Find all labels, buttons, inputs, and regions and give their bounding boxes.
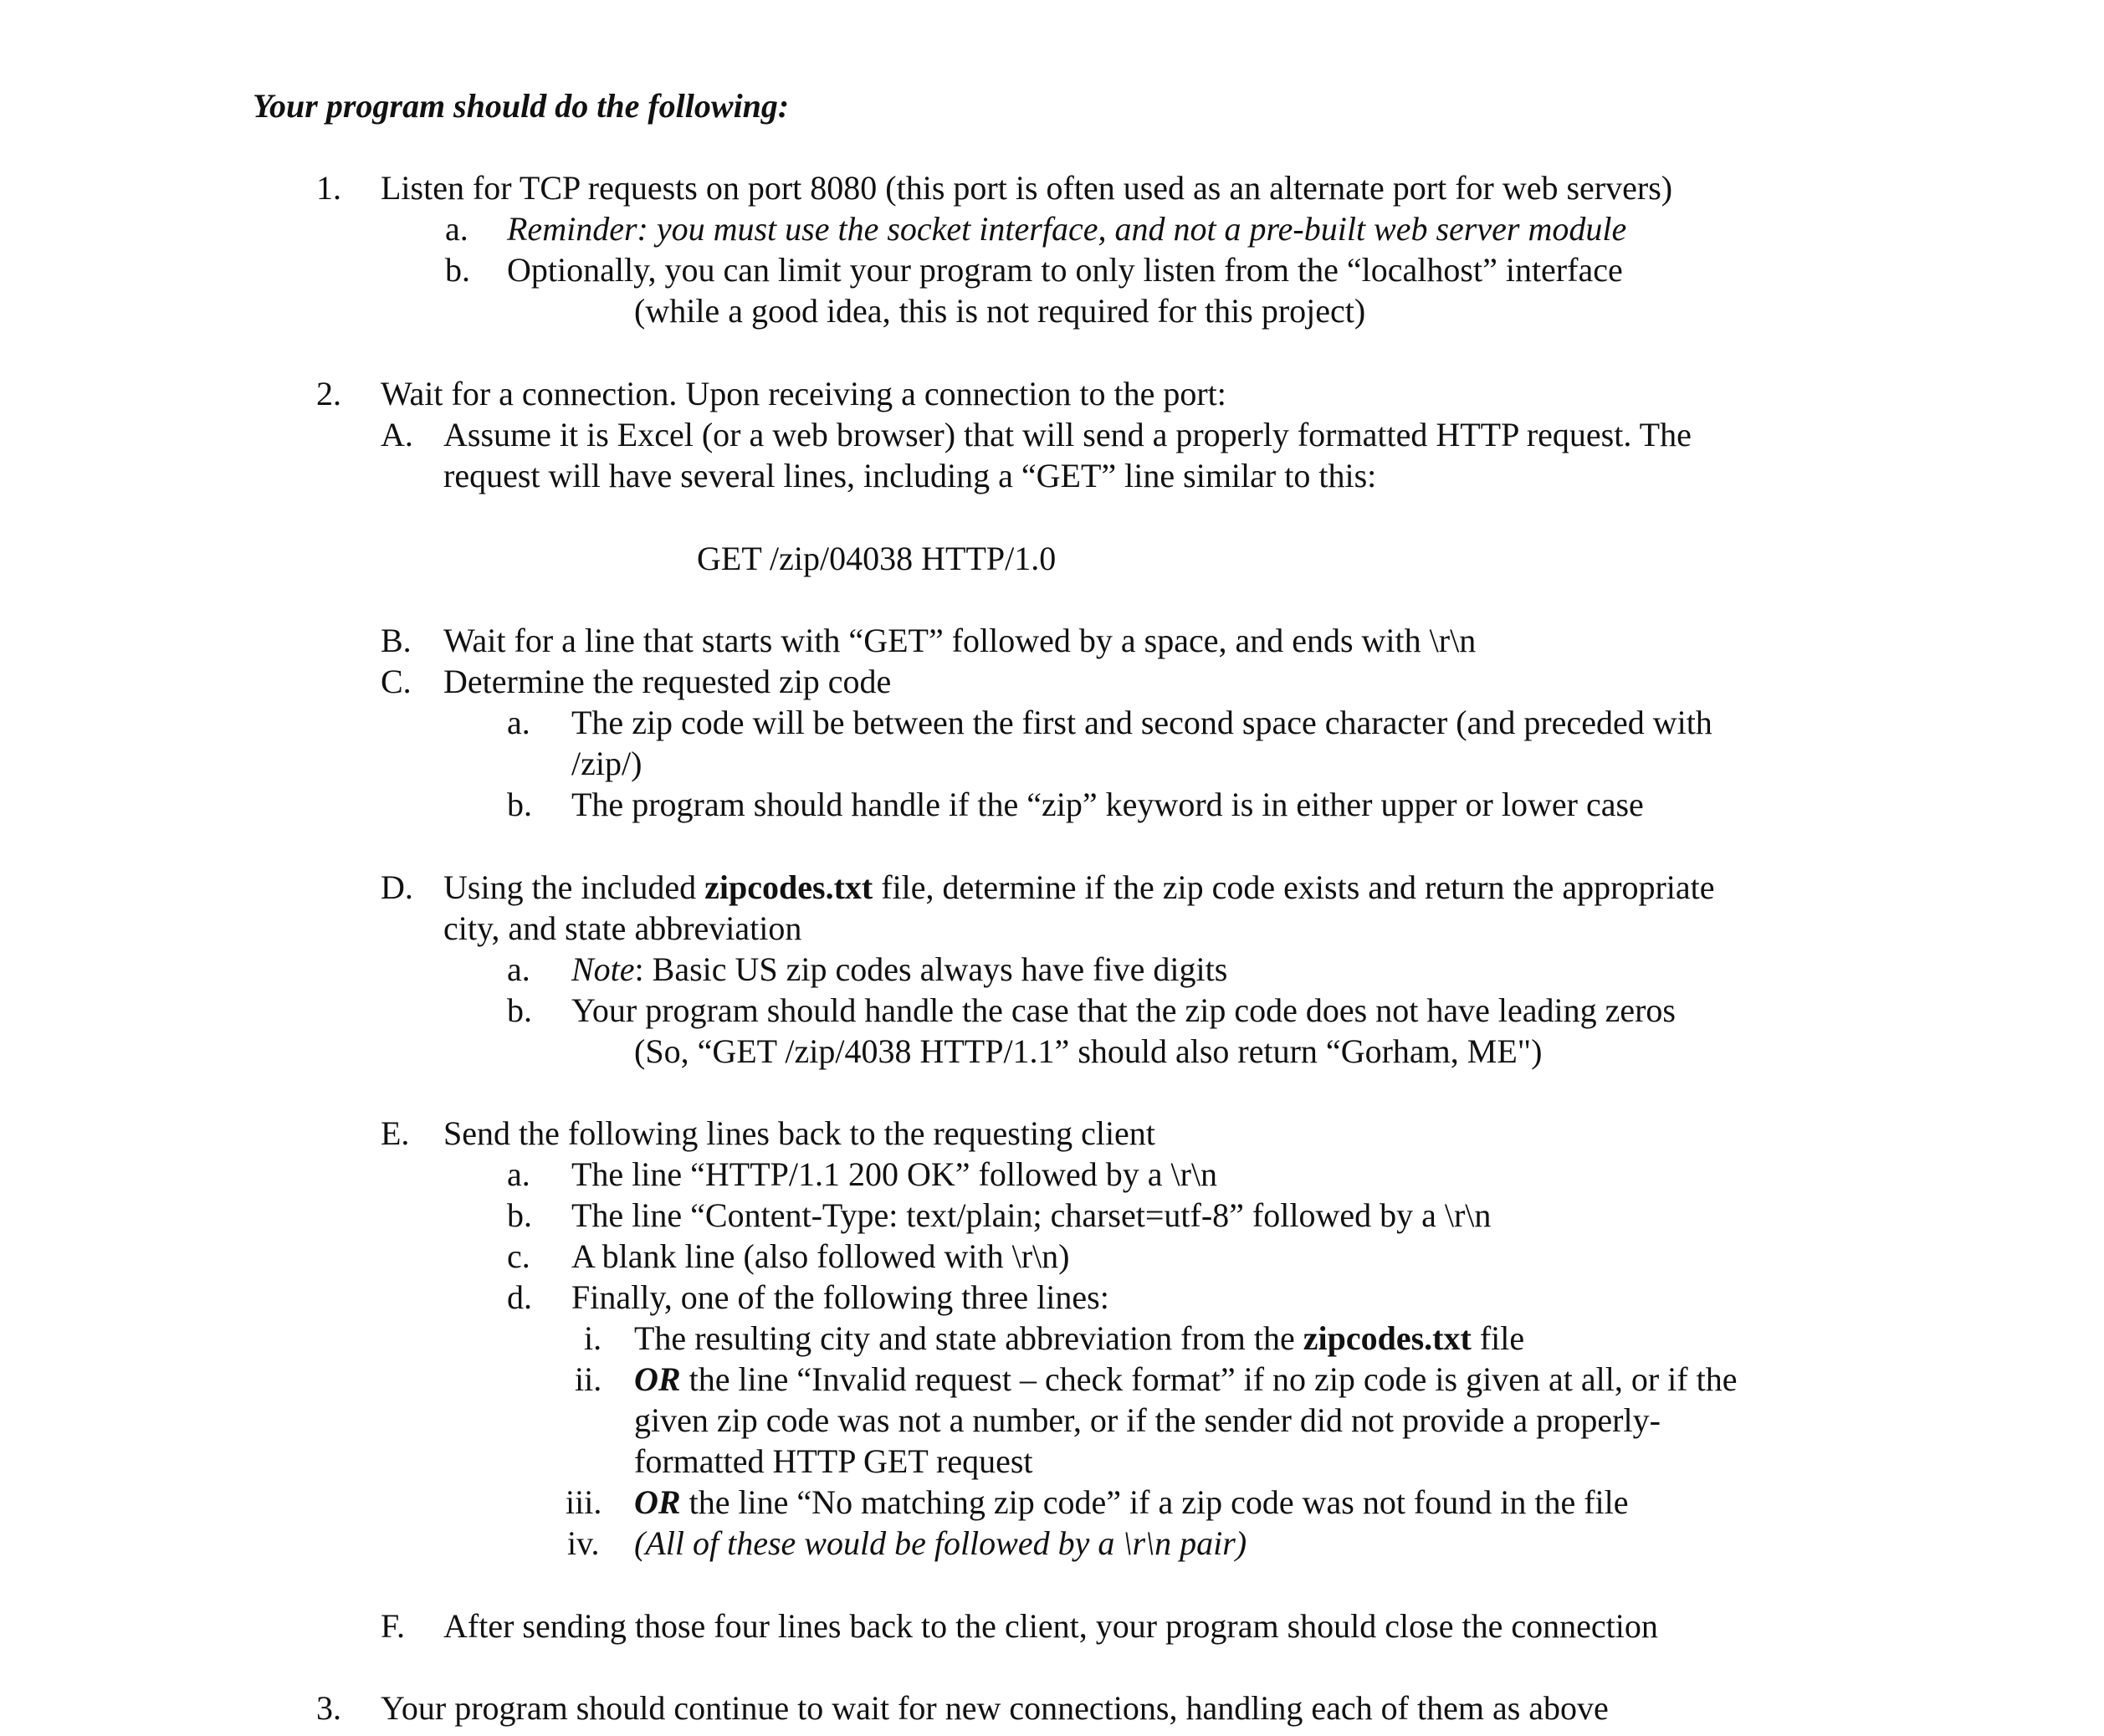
- item-2A-line1: Assume it is Excel (or a web browser) that will send a properly formatted HTTP request. The: [443, 416, 1692, 453]
- item-2Ca-line2: /zip/): [571, 745, 642, 782]
- item-2Edii-line1: [634, 1360, 1738, 1398]
- item-2Ca-line1: The zip code will be between the first and second space character (and preceded with: [571, 704, 1712, 741]
- item-2Ed-text: Finally, one of the following three lines:: [571, 1278, 1109, 1316]
- example-request-line: GET /zip/04038 HTTP/1.0: [697, 540, 1057, 577]
- section-heading: Your program should do the following:: [253, 87, 790, 125]
- item-2C-text: Determine the requested zip code: [443, 663, 892, 700]
- item-2D-label: D.: [381, 868, 413, 906]
- item-2Ediii-text: [634, 1483, 1629, 1521]
- item-2-number: 2.: [316, 375, 341, 412]
- item-2Db-label: b.: [507, 991, 532, 1029]
- item-2Ediv-label: iv.: [567, 1524, 600, 1562]
- item-2Edii-line1-text: the line “Invalid request – check format” if no zip code is given at all, or if the: [680, 1360, 1738, 1398]
- item-1-number: 1.: [316, 169, 341, 207]
- item-2Ea-text: The line “HTTP/1.1 200 OK” followed by a \r\n: [571, 1155, 1218, 1193]
- item-2Da-label: a.: [507, 950, 530, 988]
- or-keyword: OR: [634, 1360, 681, 1398]
- item-2D-post: file, determine if the zip code exists and return the appropriate: [873, 868, 1715, 906]
- item-2Ediii-label: iii.: [566, 1483, 602, 1521]
- item-2Ediv-text: (All of these would be followed by a \r\n pair): [634, 1524, 1247, 1562]
- item-2Edi-post: file: [1471, 1319, 1525, 1357]
- item-2A-label: A.: [381, 416, 413, 453]
- note-label: Note: [571, 950, 635, 988]
- item-2D-line1: [443, 868, 1715, 906]
- item-2B-label: B.: [381, 622, 412, 659]
- item-2A-line2: request will have several lines, including a “GET” line similar to this:: [443, 457, 1377, 494]
- item-1-text: Listen for TCP requests on port 8080 (this port is often used as an alternate port for web servers): [381, 169, 1673, 207]
- item-3-text: Your program should continue to wait for new connections, handling each of them as above: [381, 1689, 1609, 1727]
- item-2Da-text: [571, 950, 1228, 988]
- item-2Ed-label: d.: [507, 1278, 532, 1316]
- item-2Edi-pre: The resulting city and state abbreviation from the: [634, 1319, 1303, 1357]
- item-2Edi-label: i.: [584, 1319, 602, 1357]
- item-3-number: 3.: [316, 1689, 341, 1727]
- item-2Edii-label: ii.: [575, 1360, 602, 1398]
- item-2D-line2: city, and state abbreviation: [443, 909, 802, 947]
- item-2Cb-text: The program should handle if the “zip” keyword is in either upper or lower case: [571, 786, 1644, 823]
- item-2E-label: E.: [381, 1114, 410, 1152]
- item-2F-text: After sending those four lines back to the client, your program should close the connection: [443, 1607, 1658, 1645]
- item-2Ec-text: A blank line (also followed with \r\n): [571, 1237, 1070, 1275]
- item-1a-text: Reminder: you must use the socket interface, and not a pre-built web server module: [507, 210, 1627, 248]
- item-2Ea-label: a.: [507, 1155, 530, 1193]
- zipcodes-filename: zipcodes.txt: [704, 868, 873, 906]
- item-2Ca-label: a.: [507, 704, 530, 741]
- item-2Edii-line3: formatted HTTP GET request: [634, 1442, 1033, 1480]
- item-1a-label: a.: [445, 210, 468, 248]
- item-1b-label: b.: [445, 251, 470, 289]
- or-keyword-2: OR: [634, 1483, 681, 1521]
- item-1b-continuation: (while a good idea, this is not required for this project): [634, 292, 1366, 330]
- item-2Ec-label: c.: [507, 1237, 530, 1275]
- item-2Db-continuation: (So, “GET /zip/4038 HTTP/1.1” should also return “Gorham, ME"): [634, 1032, 1543, 1070]
- item-2E-text: Send the following lines back to the requesting client: [443, 1114, 1155, 1152]
- item-2Ediii-text-rest: the line “No matching zip code” if a zip code was not found in the file: [680, 1483, 1629, 1521]
- item-2F-label: F.: [381, 1607, 406, 1645]
- item-2Edii-line2: given zip code was not a number, or if the sender did not provide a properly-: [634, 1401, 1661, 1439]
- item-1b-text: Optionally, you can limit your program to only listen from the “localhost” interface: [507, 251, 1623, 289]
- item-2Db-text: Your program should handle the case that the zip code does not have leading zeros: [571, 991, 1676, 1029]
- note-text: : Basic US zip codes always have five digits: [634, 950, 1228, 988]
- item-2-text: Wait for a connection. Upon receiving a connection to the port:: [381, 375, 1226, 412]
- zipcodes-filename-2: zipcodes.txt: [1303, 1319, 1472, 1357]
- item-2C-label: C.: [381, 663, 412, 700]
- item-2Eb-label: b.: [507, 1196, 532, 1234]
- item-2Eb-text: The line “Content-Type: text/plain; charset=utf-8” followed by a \r\n: [571, 1196, 1492, 1234]
- item-2Edi-text: [634, 1319, 1525, 1357]
- item-2D-pre: Using the included: [443, 868, 705, 906]
- item-2Cb-label: b.: [507, 786, 532, 823]
- item-2B-text: Wait for a line that starts with “GET” followed by a space, and ends with \r\n: [443, 622, 1477, 659]
